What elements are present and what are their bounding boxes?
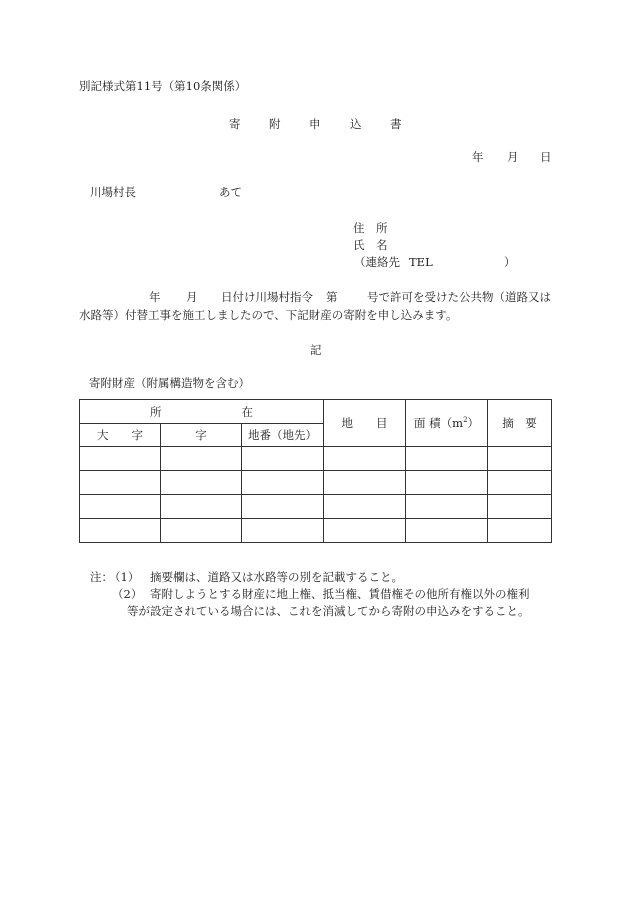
table-cell[interactable]: [324, 495, 406, 519]
note-1-text: 摘要欄は、道路又は水路等の別を記載すること。: [150, 570, 403, 584]
menseki-close: ）: [467, 416, 480, 430]
table-caption: 寄附財産（附属構造物を含む）: [89, 376, 250, 390]
table-cell[interactable]: [406, 495, 488, 519]
title-char: 込: [350, 117, 362, 131]
name-label: 氏 名: [353, 238, 388, 252]
table-cell[interactable]: [242, 519, 324, 543]
table-row: [80, 471, 552, 495]
title-char: 寄: [229, 117, 241, 131]
body-rest: 号で許可を受けた公共物（道路又は: [367, 290, 551, 304]
table-row: [80, 519, 552, 543]
tel-label: TEL: [409, 255, 433, 269]
table-cell[interactable]: [488, 519, 552, 543]
body-line2: 水路等）付替工事を施工しましたので、下記財産の寄附を申し込みます。: [79, 308, 458, 322]
notes-prefix: 注：: [90, 570, 113, 584]
chiban-header: 地番（地先）: [242, 424, 324, 447]
date-day-label: 日: [540, 150, 552, 164]
table-cell[interactable]: [161, 471, 242, 495]
property-table: [79, 399, 552, 543]
table-cell[interactable]: [406, 471, 488, 495]
location-char: 在: [241, 404, 254, 419]
title-char: 附: [269, 117, 281, 131]
table-row: [80, 447, 552, 471]
table-cell[interactable]: [242, 447, 324, 471]
title-char: 申: [309, 117, 321, 131]
note-2-text-line2: 等が設定されている場合には、これを消滅してから寄附の申込みをすること。: [127, 604, 530, 618]
table-cell[interactable]: [161, 495, 242, 519]
body-month: 月: [186, 290, 198, 304]
oaza-header: 大 字: [80, 424, 161, 447]
location-header: [80, 400, 324, 424]
date-year-label: 年: [472, 150, 484, 164]
note-1-label: （1）: [109, 570, 140, 584]
table-cell[interactable]: [324, 447, 406, 471]
table-cell[interactable]: [161, 519, 242, 543]
table-row: [80, 495, 552, 519]
table-cell[interactable]: [324, 519, 406, 543]
table-cell[interactable]: [406, 519, 488, 543]
chimoku-header: 地 目: [324, 400, 406, 447]
menseki-header: [406, 400, 488, 447]
body-year: 年: [149, 290, 161, 304]
aza-header: 字: [161, 424, 242, 447]
table-cell[interactable]: [80, 471, 161, 495]
body-number-prefix: 第: [326, 290, 338, 304]
table-cell[interactable]: [488, 495, 552, 519]
address-label: 住 所: [353, 221, 388, 235]
table-cell[interactable]: [488, 471, 552, 495]
tekiyo-header: 摘 要: [488, 400, 552, 447]
ki-mark: 記: [310, 343, 322, 357]
addressee-name: 川場村長: [90, 185, 136, 199]
menseki-sup: 2: [463, 416, 468, 425]
title-char: 書: [390, 117, 402, 131]
menseki-label: 面 積（m: [414, 416, 464, 430]
table-cell[interactable]: [80, 519, 161, 543]
table-cell[interactable]: [161, 447, 242, 471]
addressee-suffix: あて: [219, 185, 242, 199]
form-number: 別記様式第11号（第10条関係）: [79, 79, 247, 93]
note-2-text-line1: 寄附しようとする財産に地上権、抵当権、賃借権その他所有権以外の権利: [150, 587, 530, 601]
table-cell[interactable]: [324, 471, 406, 495]
table-cell[interactable]: [80, 447, 161, 471]
note-2-label: （2）: [112, 587, 143, 601]
body-date-ref: 日付け川場村指令: [221, 290, 313, 304]
table-cell[interactable]: [242, 495, 324, 519]
location-char: 所: [150, 404, 162, 419]
table-cell[interactable]: [406, 447, 488, 471]
date-month-label: 月: [507, 150, 519, 164]
table-header-row: [80, 400, 552, 424]
contact-open: （連絡先: [354, 255, 400, 269]
table-cell[interactable]: [488, 447, 552, 471]
contact-close: ）: [504, 255, 516, 269]
table-cell[interactable]: [80, 495, 161, 519]
table-cell[interactable]: [242, 471, 324, 495]
